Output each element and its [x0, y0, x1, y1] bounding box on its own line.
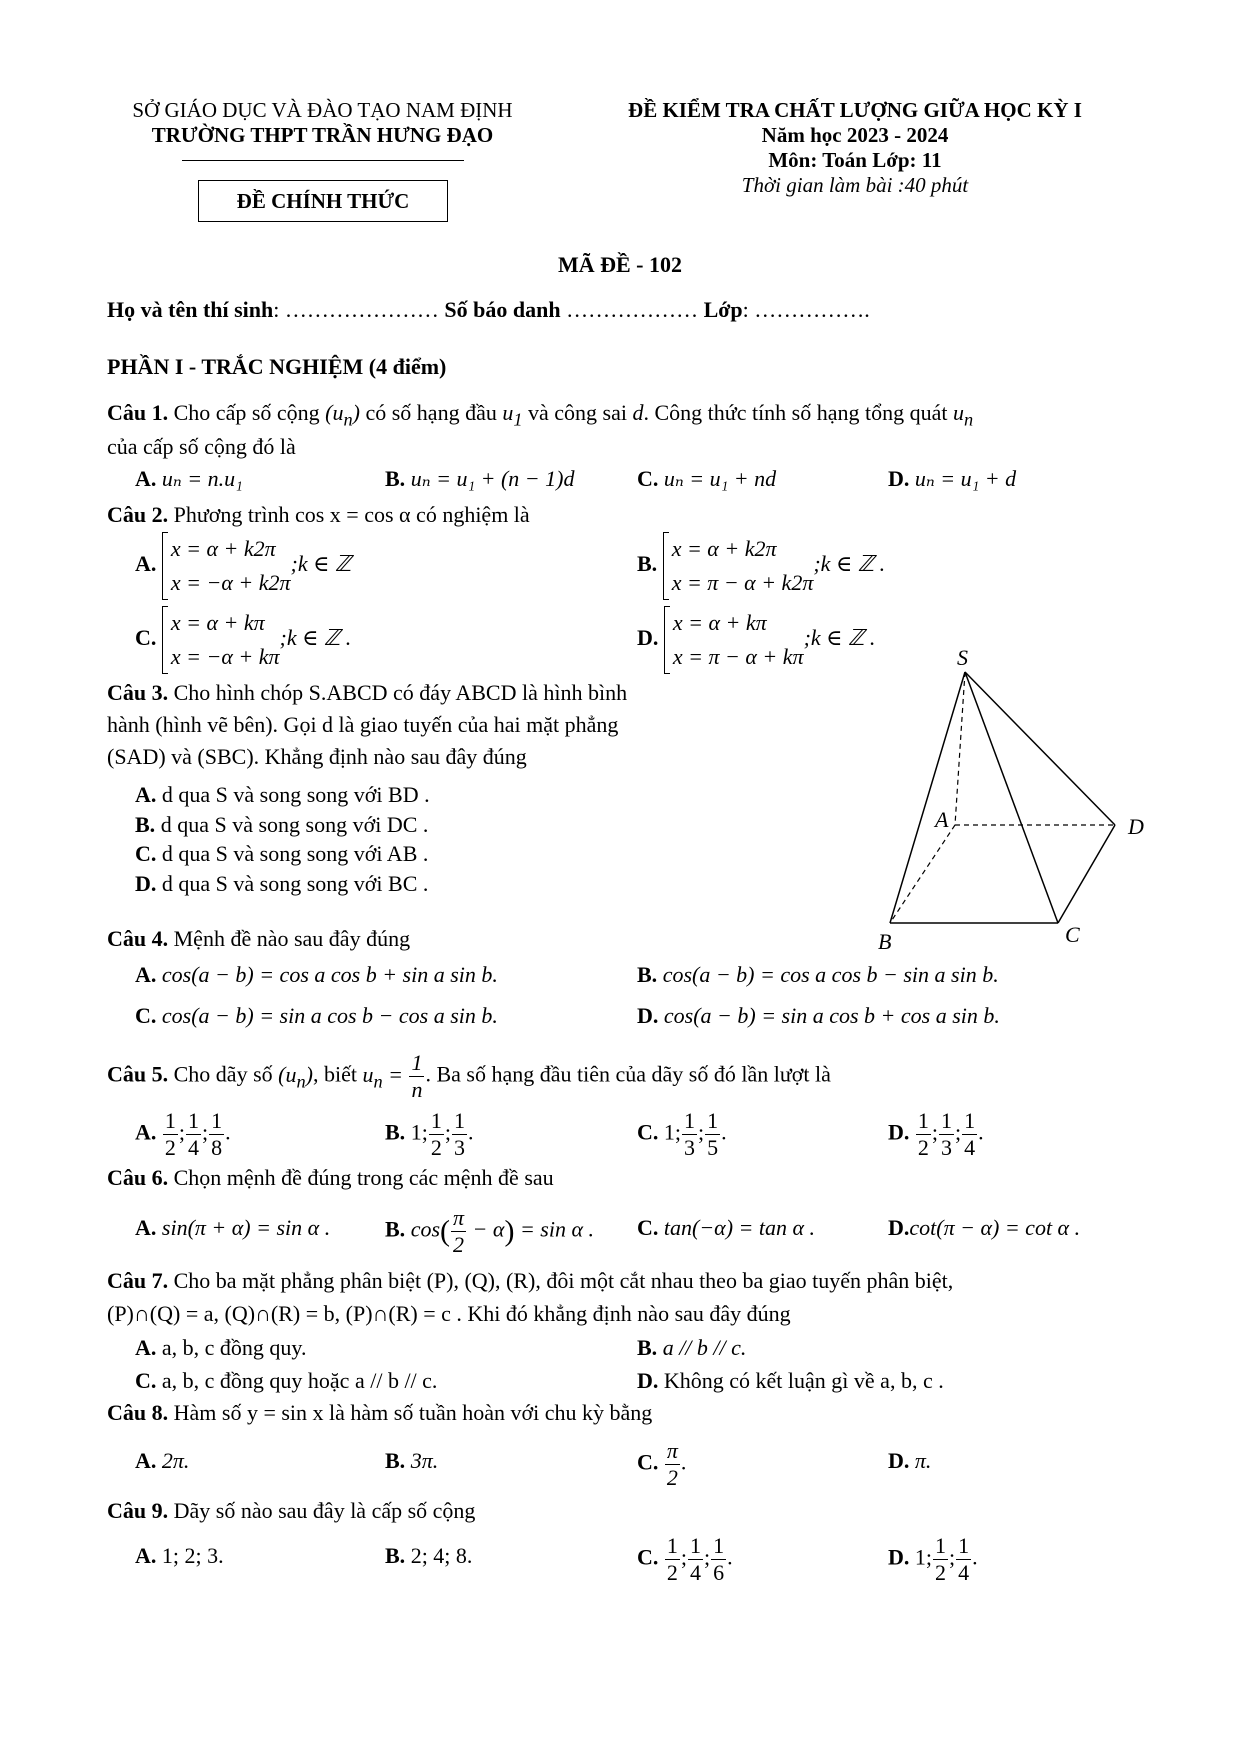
question-5: Câu 5. Cho dãy số $(u_n)$, biết $u_n$ = $\frac{1}{n}$ . Ba số hạng đầu tiên của dãy số đó lần lượt là [107, 1050, 831, 1102]
header-underline [182, 160, 464, 161]
section-title: PHẦN I - TRẮC NGHIỆM (4 điểm) [107, 354, 447, 379]
question-7-line2: (P)∩(Q) = a, (Q)∩(R) = b, (P)∩(R) = c . Khi đó khẳng định nào sau đây đúng [107, 1301, 791, 1326]
q6-option-b[interactable]: B. cos( $\frac{\pi}{2}$ − α) = sin α . [385, 1205, 595, 1257]
q2-option-d[interactable]: D. x = α + kπ x = π − α + kπ;k ∈ ℤ . [637, 606, 875, 674]
q9-option-a[interactable]: A. 1; 2; 3. [135, 1543, 224, 1568]
school-year: Năm học 2023 - 2024 [761, 123, 949, 147]
equation-system: x = α + k2π x = −α + k2π [162, 532, 291, 600]
q7-option-a[interactable]: A. a, b, c đồng quy. [135, 1335, 307, 1360]
q9-option-d[interactable]: D. 1; $\frac{1}{2}$ ; $\frac{1}{4}$ . [888, 1533, 978, 1585]
edge-sb [890, 672, 965, 923]
q8-option-d[interactable]: D. π. [888, 1448, 932, 1473]
question-text: Cho cấp số cộng [168, 400, 326, 425]
question-text: . Công thức tính số hạng tổng quát [643, 400, 953, 425]
question-3-line2: hành (hình vẽ bên). Gọi d là giao tuyến của hai mặt phẳng [107, 712, 619, 737]
vertex-label-b: B [878, 929, 892, 950]
subject-grade: Môn: Toán Lớp: 11 [768, 148, 942, 172]
question-1: Câu 1. Cho cấp số cộng $(u_n)$ có số hạng đầu $u_1$ và công sai d. Công thức tính số hạng tổng quát $u_n$ [107, 400, 974, 430]
school-name: TRƯỜNG THPT TRẦN HƯNG ĐẠO [151, 123, 494, 147]
department-name: SỞ GIÁO DỤC VÀ ĐÀO TẠO NAM ĐỊNH [132, 98, 513, 122]
name-label: Họ và tên thí sinh [107, 297, 274, 322]
option-text: uₙ = u₁ + (n − 1)d [410, 466, 575, 491]
question-7: Câu 7. Cho ba mặt phẳng phân biệt (P), (Q), (R), đôi một cắt nhau theo ba giao tuyến phân biệt, [107, 1268, 954, 1293]
class-dots: : ……………. [742, 297, 870, 322]
q2-option-c[interactable]: C. x = α + kπ x = −α + kπ;k ∈ ℤ . [135, 606, 351, 674]
q1-option-d[interactable]: D. uₙ = u₁ + d [888, 466, 1017, 491]
name-dots: : ………………… [273, 297, 445, 322]
q5-option-b[interactable]: B. 1; $\frac{1}{2}$ ; $\frac{1}{3}$ . [385, 1108, 474, 1160]
question-text: và công sai [522, 400, 633, 425]
vertex-label-d: D [1128, 814, 1144, 839]
q1-option-c[interactable]: C. uₙ = u₁ + nd [637, 466, 777, 491]
question-text: có số hạng đầu [359, 400, 503, 425]
vertex-label-c: C [1065, 922, 1080, 947]
official-badge: ĐỀ CHÍNH THỨC [198, 180, 448, 222]
q4-option-a[interactable]: A. cos(a − b) = cos a cos b + sin a sin b. [135, 962, 498, 987]
question-9: Câu 9. Dãy số nào sau đây là cấp số cộng [107, 1498, 476, 1523]
question-2: Câu 2. Phương trình cos x = cos α có nghiệm là [107, 502, 530, 527]
q4-option-b[interactable]: B. cos(a − b) = cos a cos b − sin a sin b. [637, 962, 999, 987]
exam-duration: Thời gian làm bài :40 phút [741, 173, 969, 197]
exam-code: MÃ ĐỀ - 102 [557, 252, 683, 277]
q6-option-a[interactable]: A. sin(π + α) = sin α . [135, 1215, 331, 1240]
q5-option-d[interactable]: D. $\frac{1}{2}$ ; $\frac{1}{3}$ ; $\frac{1}{4}$ . [888, 1108, 984, 1160]
equation-system: x = α + k2π x = π − α + k2π [663, 532, 814, 600]
q8-option-c[interactable]: C. $\frac{\pi}{2}$ . [637, 1438, 687, 1490]
edge-sa-hidden [955, 672, 965, 825]
q9-option-b[interactable]: B. 2; 4; 8. [385, 1543, 473, 1568]
sbd-label: Số báo danh [444, 297, 561, 322]
q8-option-b[interactable]: B. 3π. [385, 1448, 439, 1473]
q7-option-b[interactable]: B. a // b // c. [637, 1335, 747, 1360]
q8-option-a[interactable]: A. 2π. [135, 1448, 190, 1473]
q5-option-a[interactable]: A. $\frac{1}{2}$ ; $\frac{1}{4}$ ; $\frac{1}{8}$ . [135, 1108, 231, 1160]
question-1-line2: của cấp số cộng đó là [107, 434, 296, 459]
vertex-label-a: A [935, 807, 949, 832]
q7-option-c[interactable]: C. a, b, c đồng quy hoặc a // b // c. [135, 1368, 438, 1393]
vertex-label-s: S [957, 645, 968, 670]
q3-option-b[interactable]: B. d qua S và song song với DC . [135, 812, 429, 837]
q3-option-c[interactable]: C. d qua S và song song với AB . [135, 841, 429, 866]
q9-option-c[interactable]: C. $\frac{1}{2}$ ; $\frac{1}{4}$ ; $\frac{1}{6}$ . [637, 1533, 733, 1585]
option-text: uₙ = n.u₁ [161, 466, 243, 491]
class-label: Lớp [703, 297, 743, 322]
q5-option-c[interactable]: C. 1; $\frac{1}{3}$ ; $\frac{1}{5}$ . [637, 1108, 727, 1160]
q3-option-d[interactable]: D. d qua S và song song với BC . [135, 871, 429, 896]
question-3: Câu 3. Cho hình chóp S.ABCD có đáy ABCD là hình bình [107, 680, 628, 705]
student-info-line [107, 297, 870, 323]
pyramid-figure [860, 640, 1160, 950]
edge-ab-hidden [890, 825, 955, 923]
q4-option-d[interactable]: D. cos(a − b) = sin a cos b + cos a sin b. [637, 1003, 1000, 1028]
question-label: Câu 1. [107, 400, 169, 425]
question-6: Câu 6. Chọn mệnh đề đúng trong các mệnh đề sau [107, 1165, 554, 1190]
q6-option-c[interactable]: C. tan(−α) = tan α . [637, 1215, 816, 1240]
q1-option-b[interactable]: B. uₙ = u₁ + (n − 1)d [385, 466, 575, 491]
equation-system: x = α + kπ x = π − α + kπ [664, 606, 804, 674]
q3-option-a[interactable]: A. d qua S và song song với BD . [135, 782, 430, 807]
edge-sc [965, 672, 1058, 923]
question-4: Câu 4. Mệnh đề nào sau đây đúng [107, 926, 411, 951]
equation-system: x = α + kπ x = −α + kπ [162, 606, 280, 674]
q2-option-b[interactable]: B. x = α + k2π x = π − α + k2π;k ∈ ℤ . [637, 532, 885, 600]
question-3-line3: (SAD) và (SBC). Khẳng định nào sau đây đúng [107, 744, 527, 769]
q4-option-c[interactable]: C. cos(a − b) = sin a cos b − cos a sin b. [135, 1003, 498, 1028]
q6-option-d[interactable]: D.cot(π − α) = cot α . [888, 1215, 1081, 1240]
q2-option-a[interactable]: A. x = α + k2π x = −α + k2π;k ∈ ℤ [135, 532, 351, 600]
question-8: Câu 8. Hàm số y = sin x là hàm số tuần hoàn với chu kỳ bằng [107, 1400, 653, 1425]
q7-option-d[interactable]: D. Không có kết luận gì về a, b, c . [637, 1368, 944, 1393]
option-text: uₙ = u₁ + d [914, 466, 1017, 491]
edge-sd [965, 672, 1115, 825]
question-text: Phương trình cos x = cos α có nghiệm là [168, 502, 530, 527]
option-text: uₙ = u₁ + nd [663, 466, 777, 491]
q1-option-a[interactable]: A. uₙ = n.u₁ [135, 466, 243, 491]
exam-title: ĐỀ KIỂM TRA CHẤT LƯỢNG GIỮA HỌC KỲ I [628, 98, 1082, 122]
sbd-dots: ……………… [560, 297, 704, 322]
edge-cd [1058, 825, 1115, 923]
